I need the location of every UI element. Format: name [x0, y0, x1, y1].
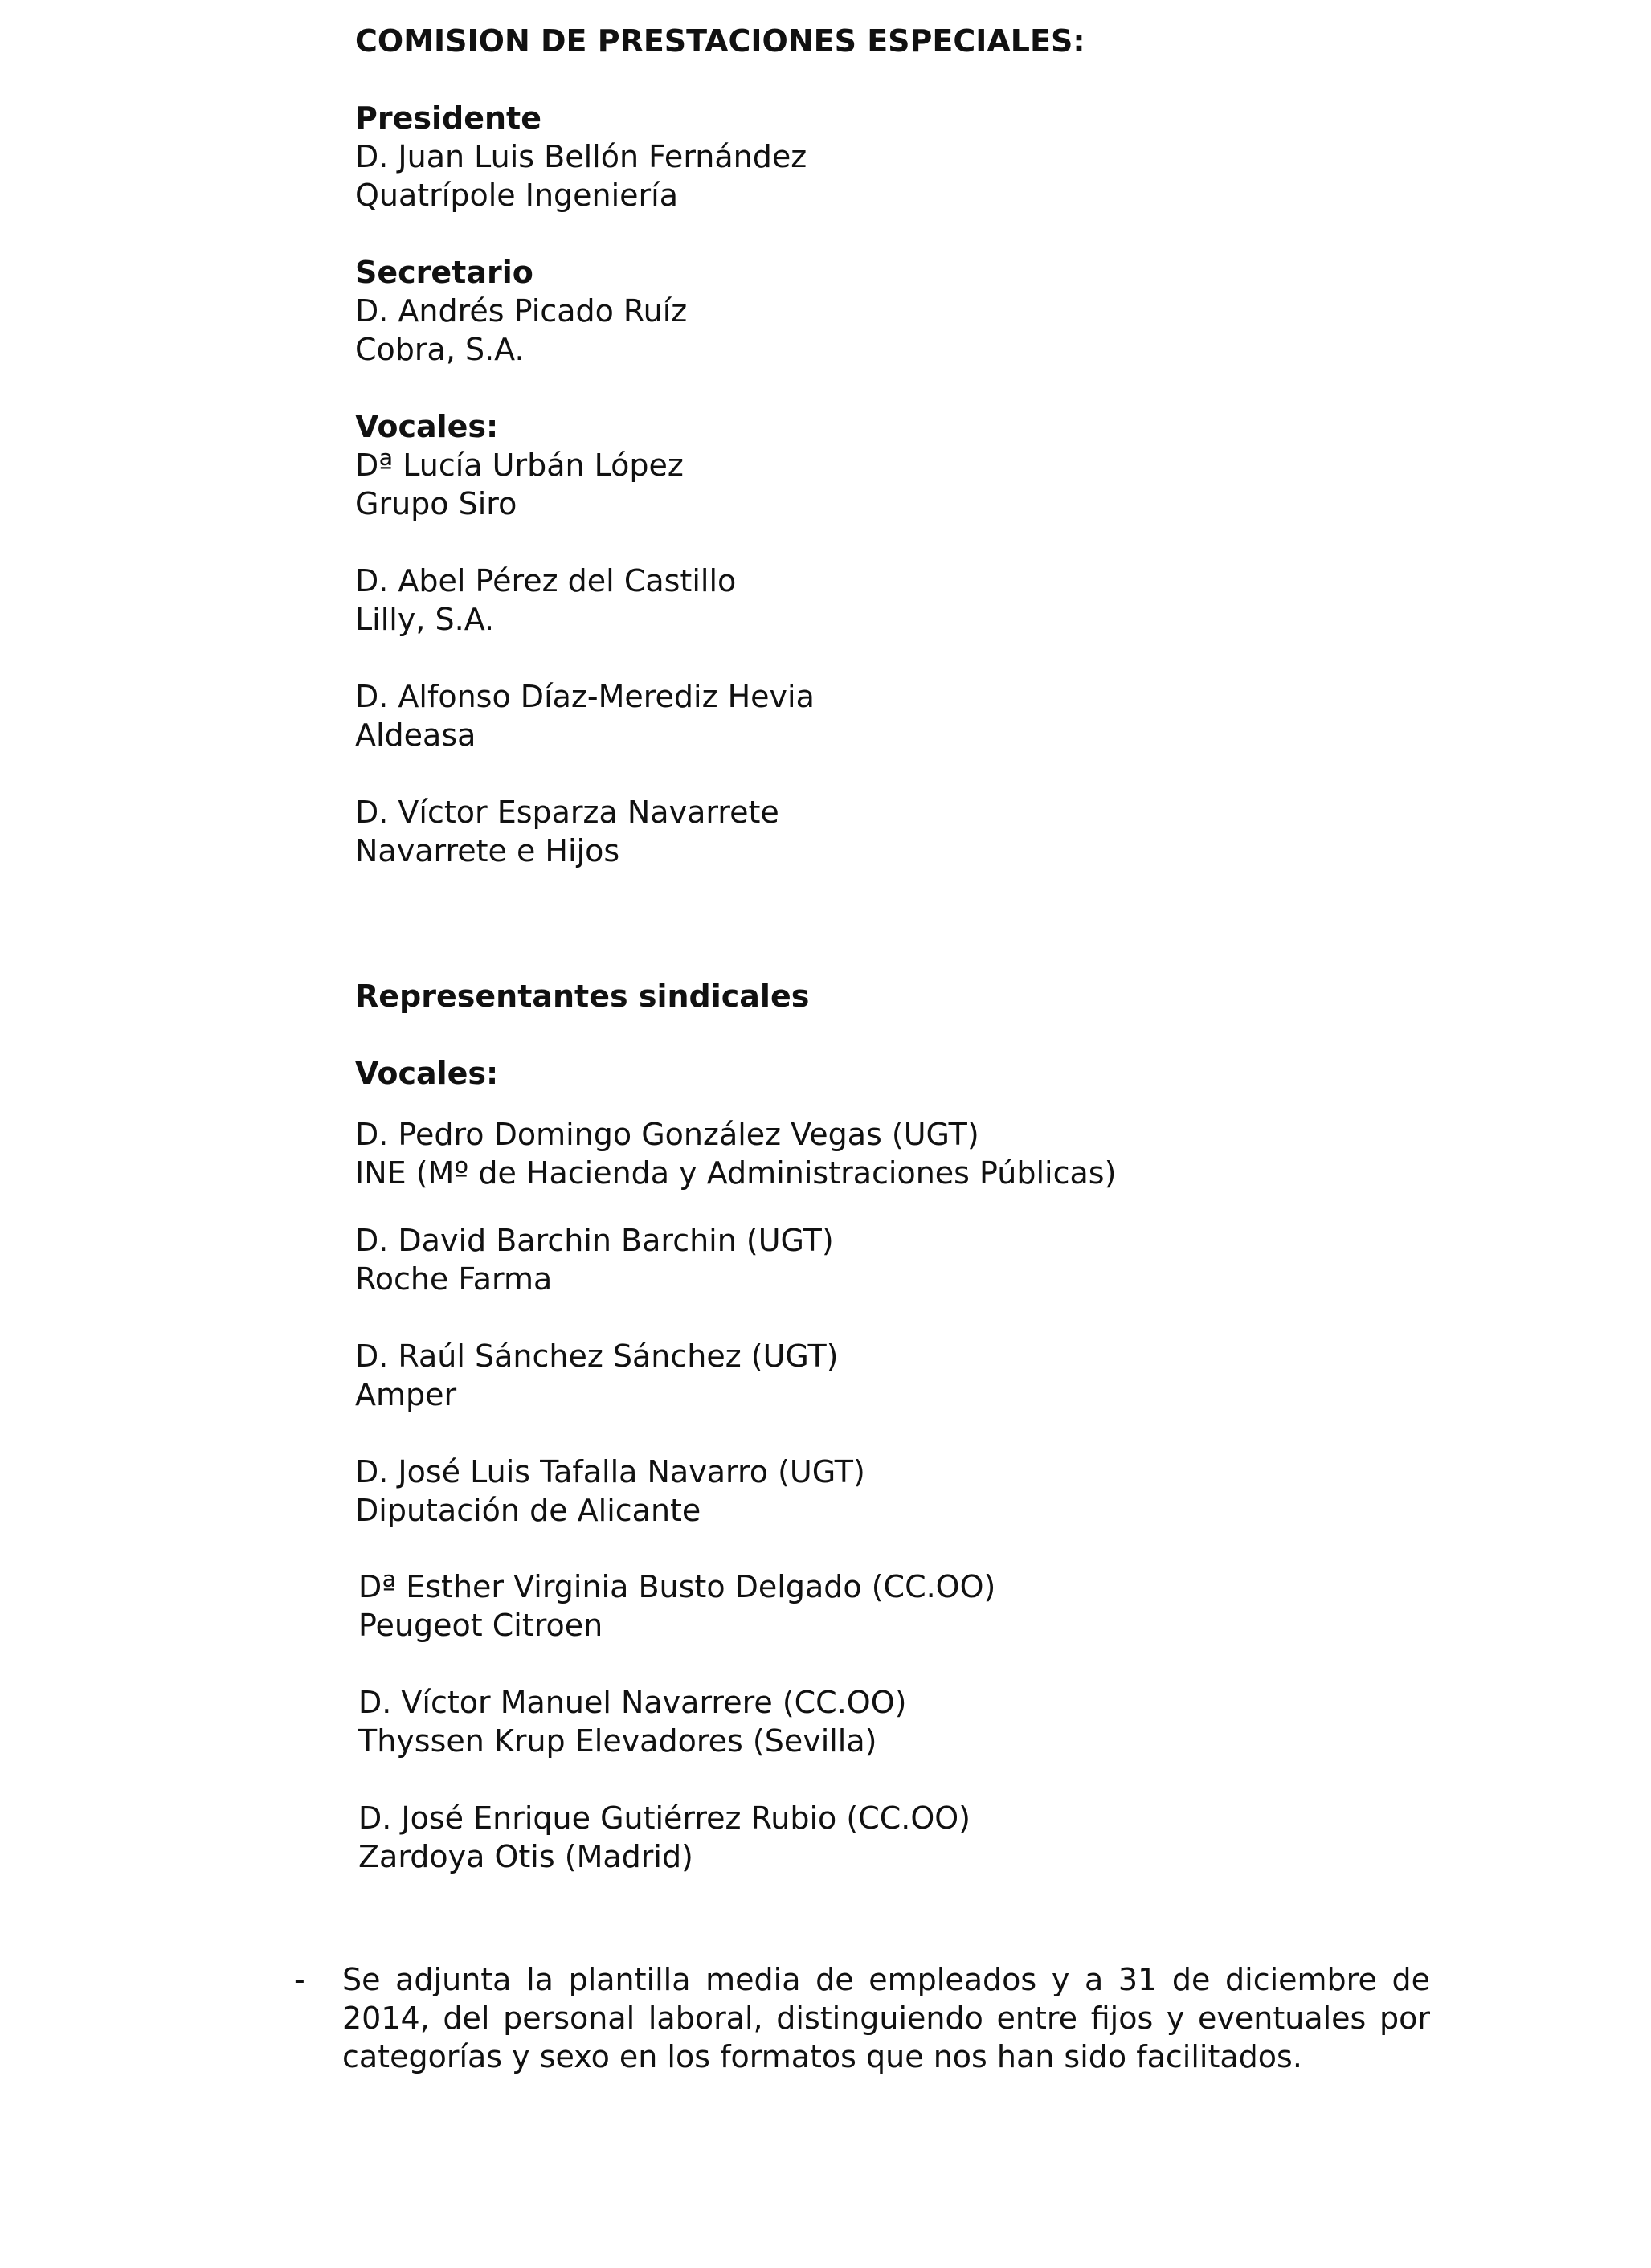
union-member-company: Diputación de Alicante: [355, 1493, 701, 1528]
member-name: D. Abel Pérez del Castillo: [355, 563, 737, 599]
president-name: D. Juan Luis Bellón Fernández: [355, 139, 807, 174]
union-member-name: D. Raúl Sánchez Sánchez (UGT): [355, 1338, 839, 1374]
member-company: Grupo Siro: [355, 486, 517, 521]
member-company: Aldeasa: [355, 717, 476, 753]
union-member-company: Roche Farma: [355, 1261, 553, 1297]
union-member-company: Peugeot Citroen: [358, 1608, 603, 1643]
unions-title: Representantes sindicales: [355, 979, 810, 1014]
union-member-name: D. David Barchin Barchin (UGT): [355, 1223, 834, 1258]
note-paragraph: Se adjunta la plantilla media de empleados y a 31 de diciembre de 2014, del personal laboral, distinguiendo entre fijos y eventuales por categorías y sexo en los formatos que nos han sido facilitados.: [342, 1962, 1430, 2074]
member-company: Navarrete e Hijos: [355, 833, 620, 868]
union-member-name: D. José Enrique Gutiérrez Rubio (CC.OO): [358, 1800, 971, 1836]
member-name: D. Víctor Esparza Navarrete: [355, 795, 779, 830]
secretary-heading: Secretario: [355, 255, 533, 290]
union-member-company: INE (Mº de Hacienda y Administraciones Públicas): [355, 1155, 1117, 1191]
members-heading: Vocales:: [355, 409, 499, 444]
union-member-company: Thyssen Krup Elevadores (Sevilla): [358, 1723, 877, 1759]
president-company: Quatrípole Ingeniería: [355, 178, 679, 213]
union-member-company: Amper: [355, 1377, 457, 1412]
commission-title: COMISION DE PRESTACIONES ESPECIALES:: [355, 23, 1085, 59]
member-company: Lilly, S.A.: [355, 602, 495, 637]
unions-heading: Vocales:: [355, 1056, 499, 1091]
union-member-name: D. José Luis Tafalla Navarro (UGT): [355, 1454, 865, 1490]
union-member-name: Dª Esther Virginia Busto Delgado (CC.OO): [358, 1569, 996, 1604]
union-member-company: Zardoya Otis (Madrid): [358, 1839, 693, 1874]
union-member-name: D. Pedro Domingo González Vegas (UGT): [355, 1117, 979, 1152]
president-heading: Presidente: [355, 100, 541, 136]
member-name: D. Alfonso Díaz-Merediz Hevia: [355, 679, 815, 714]
list-bullet: -: [294, 1962, 305, 1997]
union-member-name: D. Víctor Manuel Navarrere (CC.OO): [358, 1685, 907, 1720]
secretary-name: D. Andrés Picado Ruíz: [355, 293, 688, 329]
secretary-company: Cobra, S.A.: [355, 332, 525, 367]
member-name: Dª Lucía Urbán López: [355, 447, 684, 483]
